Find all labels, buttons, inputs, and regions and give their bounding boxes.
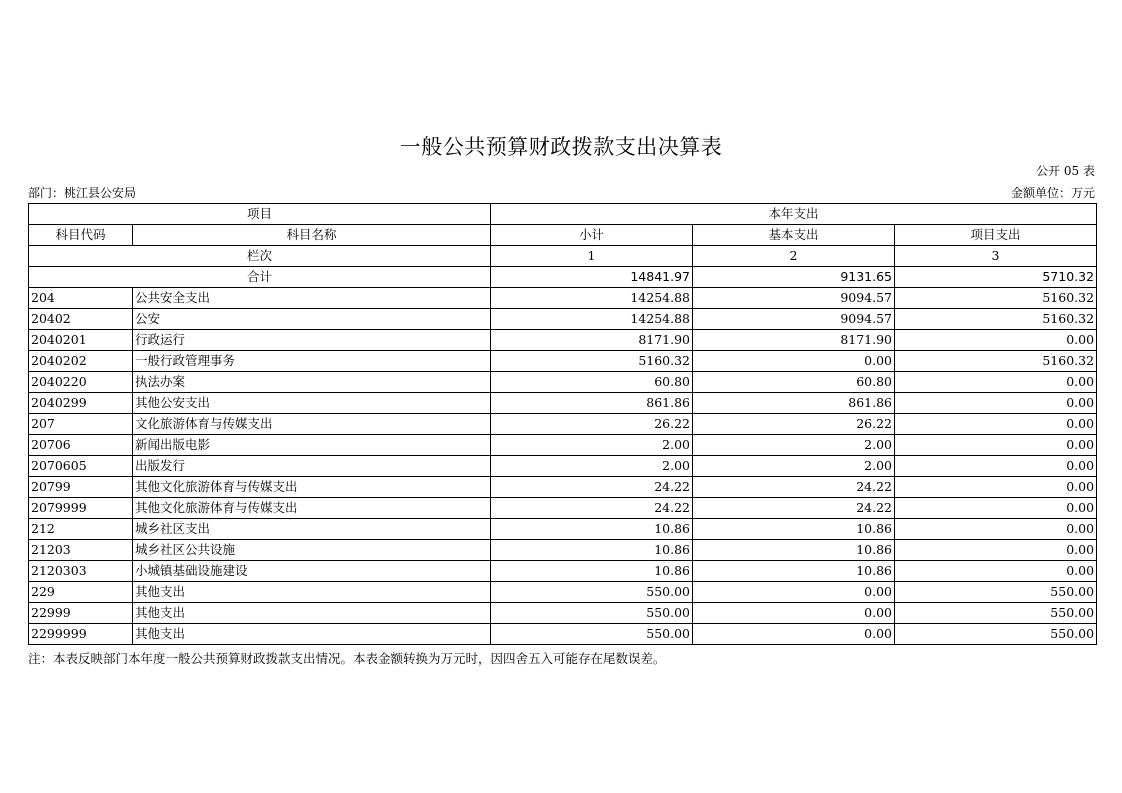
row-subtotal: 550.00 xyxy=(491,624,693,645)
row-project: 0.00 xyxy=(895,477,1097,498)
header-col3: 3 xyxy=(895,246,1097,267)
row-subtotal: 10.86 xyxy=(491,519,693,540)
row-name: 其他支出 xyxy=(133,582,491,603)
row-name: 城乡社区支出 xyxy=(133,519,491,540)
report-title: 一般公共预算财政拨款支出决算表 xyxy=(399,135,723,159)
table-row xyxy=(29,624,1097,645)
row-project: 0.00 xyxy=(895,561,1097,582)
row-subtotal: 2.00 xyxy=(491,456,693,477)
row-subtotal: 861.86 xyxy=(491,393,693,414)
row-basic: 10.86 xyxy=(693,561,895,582)
row-subtotal: 2.00 xyxy=(491,435,693,456)
header-col2: 2 xyxy=(693,246,895,267)
department-label: 部门：桃江县公安局 xyxy=(28,186,137,200)
table-row xyxy=(29,582,1097,603)
row-code: 20402 xyxy=(29,309,133,330)
row-code: 212 xyxy=(29,519,133,540)
row-name: 其他文化旅游体育与传媒支出 xyxy=(133,498,491,519)
header-item: 项目 xyxy=(29,204,491,225)
row-basic: 861.86 xyxy=(693,393,895,414)
row-name: 其他公安支出 xyxy=(133,393,491,414)
table-row xyxy=(29,603,1097,624)
row-basic: 0.00 xyxy=(693,351,895,372)
row-project: 0.00 xyxy=(895,393,1097,414)
table-row xyxy=(29,561,1097,582)
table-row xyxy=(29,288,1097,309)
row-code: 2070605 xyxy=(29,456,133,477)
row-project: 5160.32 xyxy=(895,288,1097,309)
row-code: 2120303 xyxy=(29,561,133,582)
row-name: 其他支出 xyxy=(133,624,491,645)
table-row xyxy=(29,498,1097,519)
header-basic: 基本支出 xyxy=(693,225,895,246)
row-subtotal: 24.22 xyxy=(491,477,693,498)
header-col1: 1 xyxy=(491,246,693,267)
row-project: 550.00 xyxy=(895,624,1097,645)
row-name: 城乡社区公共设施 xyxy=(133,540,491,561)
row-project: 0.00 xyxy=(895,540,1097,561)
row-name: 行政运行 xyxy=(133,330,491,351)
table-row xyxy=(29,519,1097,540)
row-project: 550.00 xyxy=(895,603,1097,624)
row-subtotal: 14254.88 xyxy=(491,309,693,330)
row-name: 其他支出 xyxy=(133,603,491,624)
row-subtotal: 14254.88 xyxy=(491,288,693,309)
row-basic: 9094.57 xyxy=(693,309,895,330)
row-name: 新闻出版电影 xyxy=(133,435,491,456)
row-name: 一般行政管理事务 xyxy=(133,351,491,372)
row-code: 20799 xyxy=(29,477,133,498)
form-number: 公开 05 表 xyxy=(1036,164,1095,178)
row-code: 21203 xyxy=(29,540,133,561)
row-code: 20706 xyxy=(29,435,133,456)
row-project: 0.00 xyxy=(895,456,1097,477)
table-row xyxy=(29,351,1097,372)
row-name: 公共安全支出 xyxy=(133,288,491,309)
row-subtotal: 26.22 xyxy=(491,414,693,435)
header-row-1 xyxy=(29,204,1097,225)
row-subtotal: 24.22 xyxy=(491,498,693,519)
row-project: 0.00 xyxy=(895,498,1097,519)
row-code: 204 xyxy=(29,288,133,309)
table-row xyxy=(29,414,1097,435)
row-basic: 10.86 xyxy=(693,519,895,540)
row-basic: 60.80 xyxy=(693,372,895,393)
row-project: 0.00 xyxy=(895,372,1097,393)
row-project: 0.00 xyxy=(895,435,1097,456)
row-basic: 24.22 xyxy=(693,477,895,498)
row-code: 22999 xyxy=(29,603,133,624)
total-label: 合计 xyxy=(29,267,491,288)
row-basic: 26.22 xyxy=(693,414,895,435)
row-code: 2040202 xyxy=(29,351,133,372)
row-name: 执法办案 xyxy=(133,372,491,393)
row-subtotal: 10.86 xyxy=(491,561,693,582)
row-basic: 10.86 xyxy=(693,540,895,561)
row-basic: 0.00 xyxy=(693,603,895,624)
row-basic: 2.00 xyxy=(693,435,895,456)
expenditure-table xyxy=(28,203,1097,645)
header-current-year: 本年支出 xyxy=(491,204,1097,225)
row-basic: 8171.90 xyxy=(693,330,895,351)
header-project: 项目支出 xyxy=(895,225,1097,246)
table-row xyxy=(29,393,1097,414)
header-row-3 xyxy=(29,246,1097,267)
total-row xyxy=(29,267,1097,288)
header-name: 科目名称 xyxy=(133,225,491,246)
row-basic: 9094.57 xyxy=(693,288,895,309)
header-code: 科目代码 xyxy=(29,225,133,246)
table-row xyxy=(29,456,1097,477)
row-code: 2079999 xyxy=(29,498,133,519)
row-basic: 2.00 xyxy=(693,456,895,477)
amount-unit-label: 金额单位：万元 xyxy=(1010,186,1095,200)
header-column-label: 栏次 xyxy=(29,246,491,267)
row-subtotal: 60.80 xyxy=(491,372,693,393)
row-project: 0.00 xyxy=(895,519,1097,540)
row-basic: 0.00 xyxy=(693,624,895,645)
row-name: 公安 xyxy=(133,309,491,330)
row-code: 2040201 xyxy=(29,330,133,351)
row-subtotal: 5160.32 xyxy=(491,351,693,372)
row-name: 小城镇基础设施建设 xyxy=(133,561,491,582)
row-subtotal: 8171.90 xyxy=(491,330,693,351)
footnote: 注：本表反映部门本年度一般公共预算财政拨款支出情况。本表金额转换为万元时，因四舍五入可能存在尾数误差。 xyxy=(28,651,666,666)
total-subtotal: 14841.97 xyxy=(491,267,693,288)
row-project: 0.00 xyxy=(895,414,1097,435)
table-row xyxy=(29,372,1097,393)
table-row xyxy=(29,435,1097,456)
row-name: 出版发行 xyxy=(133,456,491,477)
row-project: 5160.32 xyxy=(895,309,1097,330)
header-subtotal: 小计 xyxy=(491,225,693,246)
row-code: 2040299 xyxy=(29,393,133,414)
table-row xyxy=(29,477,1097,498)
row-code: 207 xyxy=(29,414,133,435)
header-row-2 xyxy=(29,225,1097,246)
row-code: 229 xyxy=(29,582,133,603)
total-project: 5710.32 xyxy=(895,267,1097,288)
row-code: 2040220 xyxy=(29,372,133,393)
row-subtotal: 550.00 xyxy=(491,603,693,624)
row-project: 550.00 xyxy=(895,582,1097,603)
total-basic: 9131.65 xyxy=(693,267,895,288)
row-basic: 0.00 xyxy=(693,582,895,603)
row-subtotal: 10.86 xyxy=(491,540,693,561)
row-project: 0.00 xyxy=(895,330,1097,351)
table-row xyxy=(29,330,1097,351)
row-code: 2299999 xyxy=(29,624,133,645)
row-basic: 24.22 xyxy=(693,498,895,519)
table-row xyxy=(29,309,1097,330)
table-row xyxy=(29,540,1097,561)
row-name: 文化旅游体育与传媒支出 xyxy=(133,414,491,435)
row-name: 其他文化旅游体育与传媒支出 xyxy=(133,477,491,498)
row-subtotal: 550.00 xyxy=(491,582,693,603)
row-project: 5160.32 xyxy=(895,351,1097,372)
